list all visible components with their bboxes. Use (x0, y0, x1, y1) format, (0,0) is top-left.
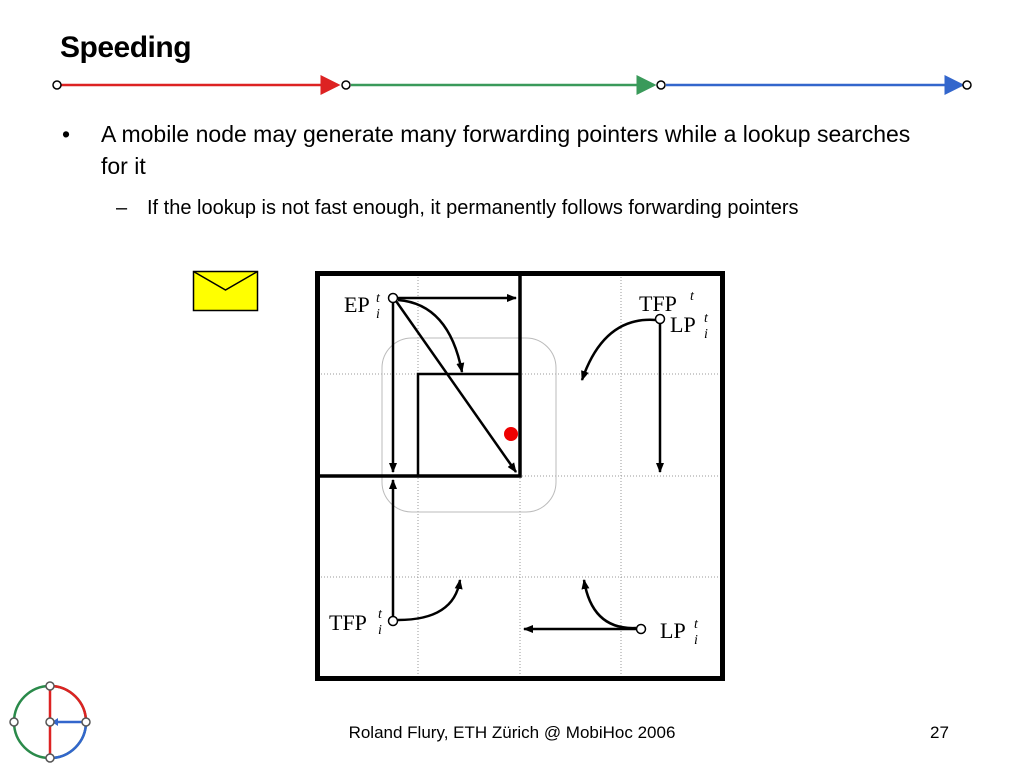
slide-footer: Roland Flury, ETH Zürich @ MobiHoc 2006 (348, 723, 676, 742)
bullet-text: A mobile node may generate many forwarding pointers while a lookup searches for it (101, 121, 911, 179)
envelope-icon (192, 270, 260, 314)
label-lp-bottom: LP (660, 618, 686, 643)
bullet-marker: • (62, 121, 71, 147)
neighborhood-region (382, 338, 556, 512)
rule-node (657, 81, 665, 89)
page-number: 27 (930, 723, 949, 742)
label-tfp-bottom-sub: i (378, 623, 382, 638)
pointer-arrows (393, 298, 660, 629)
title-divider (0, 72, 1024, 98)
sub-bullet-text: If the lookup is not fast enough, it permanently follows forwarding pointers (147, 197, 799, 219)
label-tfp-bottom-sup: t (378, 607, 382, 622)
label-lp-bottom-sub: i (694, 633, 698, 648)
label-tfp-top-sup: t (690, 289, 694, 304)
mobile-node-dot (504, 427, 518, 441)
label-ep-sub: i (376, 307, 380, 322)
rule-node (963, 81, 971, 89)
inner-subcell-frame (418, 374, 520, 476)
label-ep-sup: t (376, 291, 380, 306)
label-tfp-bottom: TFP (329, 610, 367, 635)
slide-title: Speeding (60, 31, 192, 64)
sub-bullet-marker: – (116, 197, 128, 219)
rule-node (53, 81, 61, 89)
forwarding-pointer-diagram (314, 270, 728, 684)
label-tfp-top: TFP (639, 291, 677, 316)
node-ep (389, 294, 398, 303)
node-lp-bottom (637, 625, 646, 634)
label-ep: EP (344, 292, 370, 317)
label-lp-top-sup: t (704, 311, 708, 326)
label-lp-top-sub: i (704, 327, 708, 342)
label-lp-bottom-sup: t (694, 617, 698, 632)
node-tfp-bottom (389, 617, 398, 626)
label-lp-top: LP (670, 312, 696, 337)
rule-node (342, 81, 350, 89)
